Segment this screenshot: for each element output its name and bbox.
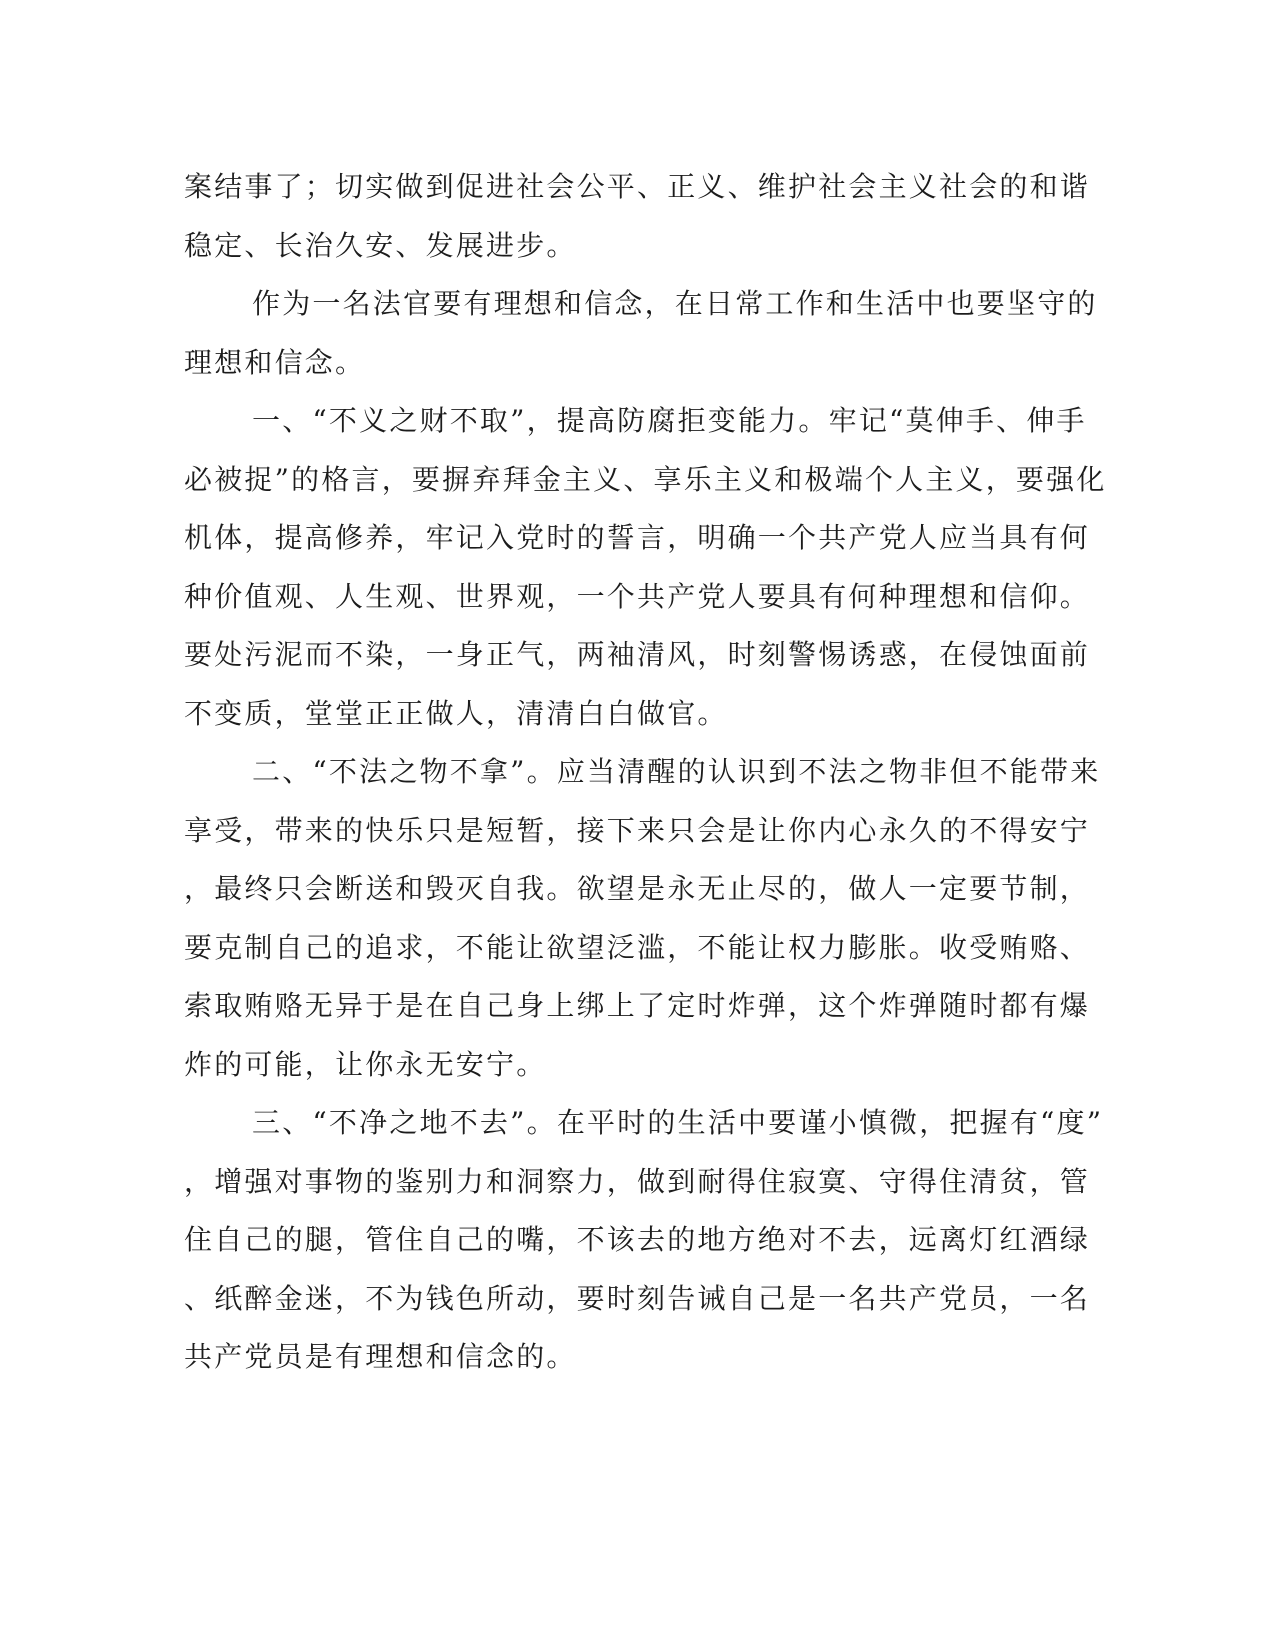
- text-line: 稳定、长治久安、发展进步。: [184, 228, 577, 262]
- paragraph-point-two: [184, 743, 1101, 1094]
- text-line: 作为一名法官要有理想和信念，在日常工作和生活中也要坚守的: [252, 287, 1098, 320]
- text-line: 、纸醉金迷，不为钱色所动，要时刻告诫自己是一名共产党员，一名: [184, 1281, 1091, 1315]
- text-line: 机体，提高修养，牢记入党时的誓言，明确一个共产党人应当具有何: [184, 521, 1091, 554]
- text-line: 索取贿赂无异于是在自己身上绑上了定时炸弹，这个炸弹随时都有爆: [184, 989, 1091, 1022]
- text-line: 案结事了；切实做到促进社会公平、正义、维护社会主义社会的和谐: [184, 170, 1091, 203]
- paragraph-point-three: [184, 1094, 1104, 1387]
- text-line: 种价值观、人生观、世界观，一个共产党人要具有何种理想和信仰。: [184, 579, 1091, 613]
- text-line: 炸的可能，让你永无安宁。: [184, 1047, 547, 1081]
- paragraph-ideals: [184, 275, 1098, 392]
- text-line: 理想和信念。: [184, 345, 366, 379]
- text-line: 必被捉”的格言，要摒弃拜金主义、享乐主义和极端个人主义，要强化: [184, 462, 1107, 496]
- text-line: 共产党员是有理想和信念的。: [184, 1340, 577, 1373]
- text-line: 不变质，堂堂正正做人，清清白白做官。: [184, 696, 728, 730]
- text-line: 一、“不义之财不取”，提高防腐拒变能力。牢记“莫伸手、伸手: [252, 404, 1087, 437]
- text-line: 要处污泥而不染，一身正气，两袖清风，时刻警惕诱惑，在侵蚀面前: [184, 638, 1091, 671]
- text-line: 住自己的腿，管住自己的嘴，不该去的地方绝对不去，远离灯红酒绿: [184, 1223, 1091, 1256]
- text-line: 享受，带来的快乐只是短暂，接下来只会是让你内心永久的不得安宁: [184, 813, 1091, 847]
- text-line: 要克制自己的追求，不能让欲望泛滥，不能让权力膨胀。收受贿赂、: [184, 930, 1091, 964]
- text-line: 二、“不法之物不拿”。应当清醒的认识到不法之物非但不能带来: [252, 755, 1101, 788]
- text-line: ，增强对事物的鉴别力和洞察力，做到耐得住寂寞、守得住清贫，管: [184, 1164, 1091, 1198]
- paragraph-point-one: [184, 392, 1107, 743]
- paragraph-continuation: [184, 158, 1091, 275]
- text-line: 三、“不净之地不去”。在平时的生活中要谨小慎微，把握有“度”: [252, 1106, 1104, 1139]
- document-body: [184, 158, 1107, 1387]
- text-line: ，最终只会断送和毁灭自我。欲望是永无止尽的，做人一定要节制，: [184, 872, 1091, 905]
